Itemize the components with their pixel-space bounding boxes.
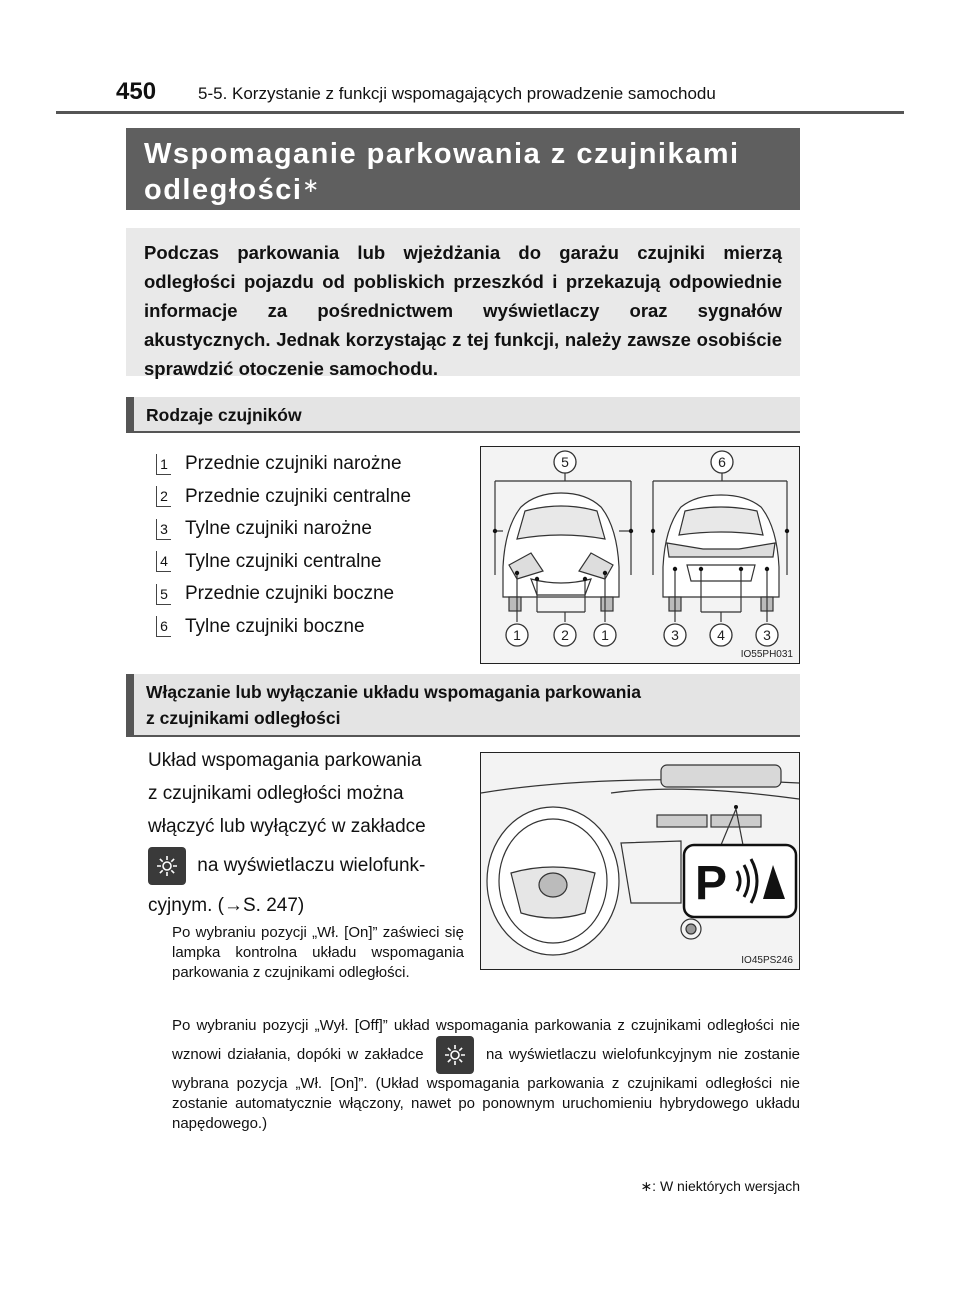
body-line: włączyć lub wyłączyć w zakładce — [148, 816, 426, 837]
item-number: 1 — [156, 454, 171, 475]
settings-gear-icon — [436, 1036, 474, 1074]
footnote: ∗: W niektórych wersjach — [640, 1178, 800, 1194]
page-title — [144, 136, 740, 208]
section-header-enable-disable — [126, 674, 800, 737]
list-item — [156, 611, 411, 644]
chapter-title: 5-5. Korzystanie z funkcji wspomagających prowadzenie samochodu — [198, 84, 716, 103]
sensor-location-figure — [480, 446, 800, 664]
page-title-line1: Wspomaganie parkowania z czujnikami — [144, 138, 740, 170]
item-label: Przednie czujniki narożne — [185, 453, 402, 475]
callout-1a: 1 — [513, 627, 521, 643]
figure-code: IO45PS246 — [741, 955, 793, 966]
body-line-text: na wyświetlaczu wielofunk- — [197, 855, 426, 876]
item-label: Przednie czujniki boczne — [185, 583, 395, 605]
callout-1b: 1 — [601, 627, 609, 643]
callout-2: 2 — [561, 627, 569, 643]
item-label: Tylne czujniki boczne — [185, 615, 365, 637]
list-item — [156, 578, 411, 611]
list-item — [156, 481, 411, 514]
item-label: Tylne czujniki narożne — [185, 518, 372, 540]
item-label: Przednie czujniki centralne — [185, 485, 412, 507]
section-header-sensor-types: Rodzaje czujników — [126, 397, 800, 433]
parking-indicator-letter: P — [695, 857, 728, 910]
callout-5: 5 — [561, 454, 569, 470]
asterisk-mark: ∗ — [302, 175, 321, 197]
header-rule — [56, 111, 904, 114]
car-sensors-illustration — [481, 447, 799, 663]
callout-3a: 3 — [671, 627, 679, 643]
settings-gear-icon — [148, 847, 186, 885]
body-line: Układ wspomagania parkowania — [148, 750, 422, 771]
figure-code: IO55PH031 — [740, 649, 793, 660]
body-line-with-icon — [148, 843, 464, 889]
item-number: 5 — [156, 584, 171, 605]
note-paragraph-off — [172, 1016, 800, 1134]
item-number: 4 — [156, 551, 171, 572]
note-text-a: Po wybraniu pozycji „Wył. [Off]” układ wspomagania parkowania z czujnikami odległości nie wznowi działania, dopóki w zakładce — [172, 1017, 800, 1063]
page-title-line2: odległości — [144, 174, 303, 206]
body-paragraph — [148, 744, 464, 922]
section-title-line1: Włączanie lub wyłączanie układu wspomagania parkowania — [146, 682, 642, 702]
dashboard-indicator-figure — [480, 752, 800, 970]
list-item — [156, 448, 411, 481]
list-item — [156, 546, 411, 579]
note-paragraph: Po wybraniu pozycji „Wł. [On]” zaświeci się lampka kontrolna układu wspomagania parkowania z czujnikami odległości. — [172, 924, 464, 981]
section-title-line2: z czujnikami odległości — [146, 708, 341, 728]
body-line-text: cyjnym. ( — [148, 895, 224, 916]
item-number: 2 — [156, 486, 171, 507]
callout-4: 4 — [717, 627, 725, 643]
intro-box: Podczas parkowania lub wjeżdżania do garażu czujniki mierzą odległości pojazdu od pobliskich przeszkód i przekazują odpowiednie informacje za pośrednictwem wyświetlaczy oraz sygnałów akustycznych. Jednak korzystając z tej funkcji, należy zawsze osobiście sprawdzić otoczenie samochodu. — [126, 228, 800, 376]
note-text-b: na wyświetlaczu wielofunkcyjnym nie zostanie wybrana pozycja „Wł. [On]”. (Układ wspomagania parkowania z czujnikami odległości nie zostanie automatycznie włączony, nawet po ponownym uruchomieniu hybrydowego układu napędowego.) — [172, 1045, 801, 1132]
page-number: 450 — [116, 78, 157, 105]
title-band — [126, 128, 800, 210]
list-item — [156, 513, 411, 546]
item-number: 6 — [156, 616, 171, 637]
callout-6: 6 — [718, 454, 726, 470]
dashboard-illustration — [481, 753, 799, 969]
body-line — [148, 889, 464, 922]
page-reference: S. 247) — [243, 895, 305, 916]
arrow-ref: → — [224, 895, 243, 916]
item-number: 3 — [156, 519, 171, 540]
body-line: z czujnikami odległości można — [148, 783, 404, 804]
item-label: Tylne czujniki centralne — [185, 550, 382, 572]
sensor-list — [156, 448, 411, 643]
callout-3b: 3 — [763, 627, 771, 643]
